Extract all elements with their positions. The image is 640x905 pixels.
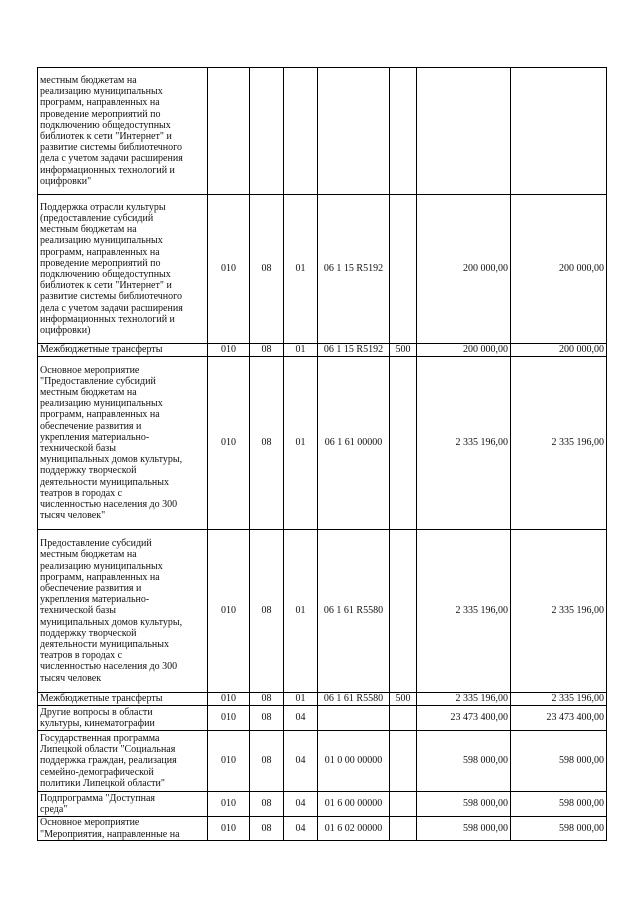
row-name: Поддержка отрасли культуры (предоставление субсидий местным бюджетам на реализацию муниципальных программ, направленных на проведение мероприятий по подключению общедоступных библиотек к сети "Интернет" и развитие системы библиотечного дела с учетом задачи расширения информационных технологий и оцифровки): [38, 195, 208, 344]
cell-podrazdel: 04: [284, 817, 318, 841]
cell-csr: 01 0 00 00000: [318, 731, 390, 792]
row-name: Предоставление субсидий местным бюджетам на реализацию муниципальных программ, направленных на обеспечение развития и укрепления материально- технической базы муниципальных домов культуры, поддержку творческой деятельности муниципальных театров в городах с численностью населения до 300 тысяч человек: [38, 530, 208, 693]
cell-podrazdel: 01: [284, 530, 318, 693]
row-name: Основное мероприятие "Предоставление субсидий местным бюджетам на реализацию муниципальных программ, направленных на обеспечение развития и укрепления материально- технической базы муниципальных домов культуры, поддержку творческой деятельности муниципальных театров в городах с численностью населения до 300 тысяч человек": [38, 357, 208, 530]
cell-vr: 500: [390, 693, 417, 706]
cell-sum-2: [511, 68, 607, 195]
row-name: Межбюджетные трансферты: [38, 693, 208, 706]
cell-sum-1: 23 473 400,00: [417, 706, 511, 731]
cell-vr: [390, 195, 417, 344]
cell-ved: 010: [208, 792, 250, 817]
cell-sum-1: 2 335 196,00: [417, 357, 511, 530]
cell-razdel: 08: [250, 817, 284, 841]
cell-csr: [318, 706, 390, 731]
cell-sum-1: 598 000,00: [417, 817, 511, 841]
cell-sum-2: 598 000,00: [511, 792, 607, 817]
row-name: Другие вопросы в области культуры, кинематографии: [38, 706, 208, 731]
cell-sum-2: 23 473 400,00: [511, 706, 607, 731]
cell-razdel: 08: [250, 706, 284, 731]
table-row: [38, 68, 607, 195]
cell-podrazdel: 04: [284, 731, 318, 792]
cell-podrazdel: 01: [284, 693, 318, 706]
table-row: [38, 731, 607, 792]
table-row: [38, 195, 607, 344]
cell-ved: 010: [208, 731, 250, 792]
cell-vr: [390, 530, 417, 693]
cell-sum-1: 598 000,00: [417, 792, 511, 817]
cell-podrazdel: 01: [284, 195, 318, 344]
cell-csr: 06 1 61 00000: [318, 357, 390, 530]
cell-csr: 01 6 00 00000: [318, 792, 390, 817]
cell-vr: [390, 817, 417, 841]
cell-csr: 06 1 15 R5192: [318, 195, 390, 344]
row-name: Государственная программа Липецкой области "Социальная поддержка граждан, реализация семейно-демографической политики Липецкой области": [38, 731, 208, 792]
cell-vr: 500: [390, 344, 417, 357]
cell-razdel: 08: [250, 530, 284, 693]
cell-vr: [390, 706, 417, 731]
cell-ved: 010: [208, 357, 250, 530]
cell-sum-2: 2 335 196,00: [511, 530, 607, 693]
row-name: местным бюджетам на реализацию муниципальных программ, направленных на проведение мероприятий по подключению общедоступных библиотек к сети "Интернет" и развитие системы библиотечного дела с учетом задачи расширения информационных технологий и оцифровки": [38, 68, 208, 195]
cell-csr: 01 6 02 00000: [318, 817, 390, 841]
cell-podrazdel: 04: [284, 792, 318, 817]
cell-razdel: 08: [250, 357, 284, 530]
cell-sum-2: 598 000,00: [511, 731, 607, 792]
table-row: [38, 344, 607, 357]
cell-vr: [390, 792, 417, 817]
cell-sum-2: 200 000,00: [511, 344, 607, 357]
cell-ved: 010: [208, 693, 250, 706]
cell-razdel: 08: [250, 731, 284, 792]
cell-csr: 06 1 61 R5580: [318, 693, 390, 706]
cell-sum-2: 2 335 196,00: [511, 357, 607, 530]
cell-vr: [390, 731, 417, 792]
budget-table: [37, 67, 607, 841]
cell-sum-2: 598 000,00: [511, 817, 607, 841]
cell-podrazdel: 04: [284, 706, 318, 731]
cell-sum-2: 2 335 196,00: [511, 693, 607, 706]
table-row: [38, 792, 607, 817]
cell-ved: 010: [208, 195, 250, 344]
row-name: Основное мероприятие "Мероприятия, направленные на: [38, 817, 208, 841]
cell-vr: [390, 68, 417, 195]
table-row: [38, 357, 607, 530]
cell-sum-1: 2 335 196,00: [417, 530, 511, 693]
cell-ved: 010: [208, 817, 250, 841]
cell-csr: 06 1 61 R5580: [318, 530, 390, 693]
cell-podrazdel: 01: [284, 357, 318, 530]
cell-podrazdel: [284, 68, 318, 195]
table-row: [38, 693, 607, 706]
table-row: [38, 706, 607, 731]
cell-ved: 010: [208, 706, 250, 731]
row-name: Межбюджетные трансферты: [38, 344, 208, 357]
cell-csr: [318, 68, 390, 195]
cell-razdel: 08: [250, 792, 284, 817]
cell-sum-1: 200 000,00: [417, 195, 511, 344]
table-row: [38, 530, 607, 693]
cell-vr: [390, 357, 417, 530]
cell-ved: [208, 68, 250, 195]
cell-razdel: 08: [250, 344, 284, 357]
cell-sum-1: 200 000,00: [417, 344, 511, 357]
cell-ved: 010: [208, 344, 250, 357]
cell-razdel: 08: [250, 693, 284, 706]
row-name: Подпрограмма "Доступная среда": [38, 792, 208, 817]
cell-sum-1: 598 000,00: [417, 731, 511, 792]
cell-razdel: 08: [250, 195, 284, 344]
cell-sum-1: [417, 68, 511, 195]
table-row: [38, 817, 607, 841]
cell-ved: 010: [208, 530, 250, 693]
cell-csr: 06 1 15 R5192: [318, 344, 390, 357]
cell-sum-2: 200 000,00: [511, 195, 607, 344]
cell-sum-1: 2 335 196,00: [417, 693, 511, 706]
cell-razdel: [250, 68, 284, 195]
cell-podrazdel: 01: [284, 344, 318, 357]
